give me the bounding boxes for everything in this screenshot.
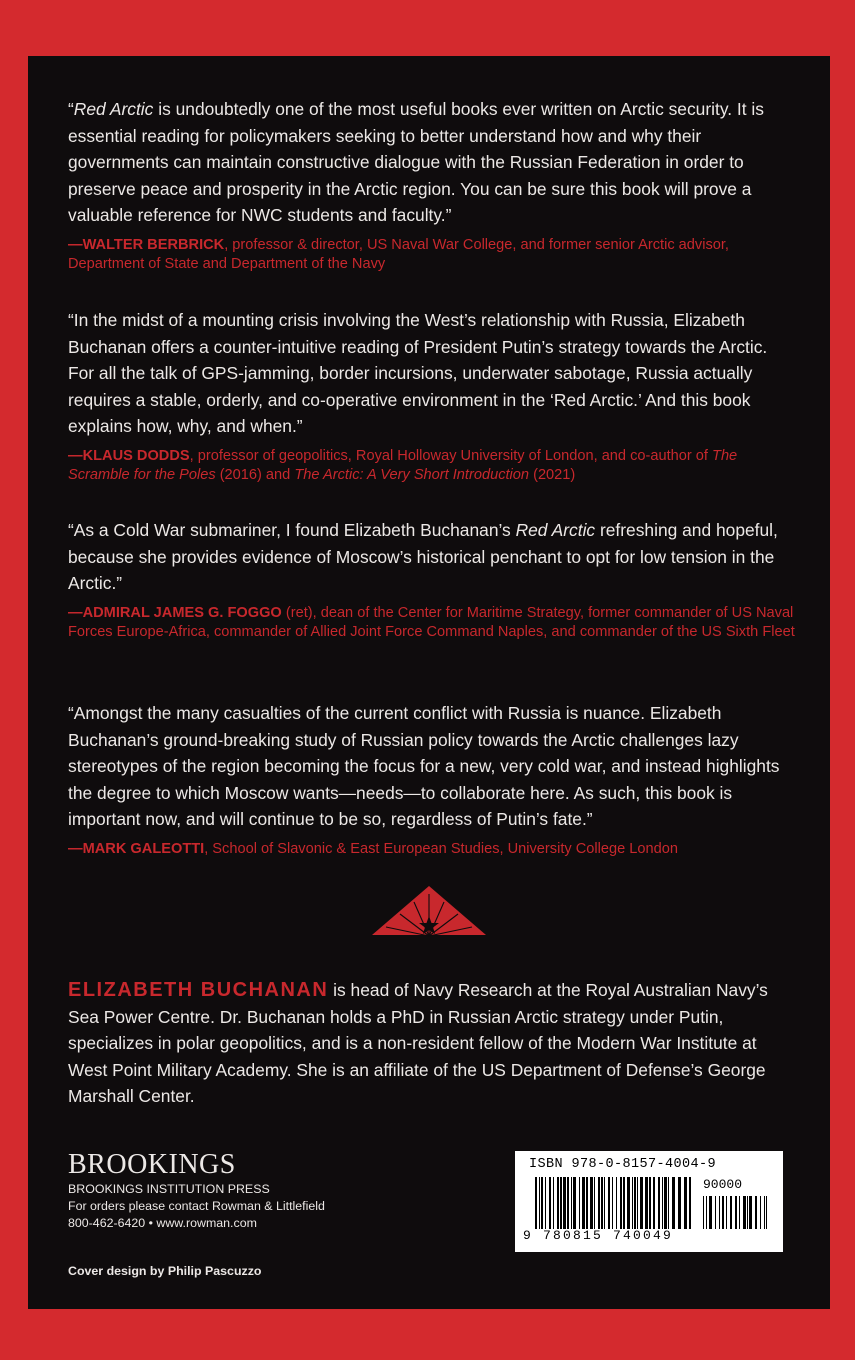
attribution-detail: (ret), dean of the Center for Maritime Strategy, former commander of US Naval Forces Europe-Africa, commander of Allied Joint Force Command Naples, and commander of the US Sixth Fleet: [68, 604, 795, 640]
contact-info: 800-462-6420 • www.rowman.com: [68, 1216, 257, 1230]
quote-attribution: [68, 447, 798, 486]
barcode-digits: 9 780815 740049: [523, 1228, 674, 1243]
press-name: BROOKINGS INSTITUTION PRESS: [68, 1182, 270, 1196]
endorsement-quote-1: [68, 96, 798, 275]
quote-attribution: [68, 604, 798, 643]
author-bio: [68, 977, 798, 1110]
attribution-detail: , professor & director, US Naval War College, and former senior Arctic advisor, Department of State and Department of the Navy: [68, 236, 729, 272]
quote-text: “In the midst of a mounting crisis involving the West’s relationship with Russia, Elizabeth Buchanan offers a counter-intuitive reading of President Putin’s strategy towards the Arctic. For all the talk of GPS-jamming, border incursions, underwater sabotage, Russia actually requires a stable, orderly, and co-operative environment in the ‘Red Arctic.’ And this book explains how, why, and when.”: [68, 310, 768, 436]
quote-attribution: [68, 840, 798, 860]
cover-design-credit: Cover design by Philip Pascuzzo: [68, 1264, 262, 1278]
quote-attribution: [68, 236, 798, 275]
isbn-label: ISBN 978-0-8157-4004-9: [529, 1157, 717, 1172]
price-code: 90000: [703, 1177, 743, 1192]
quote-text: “Red Arctic is undoubtedly one of the most useful books ever written on Arctic security. It is essential reading for policymakers seeking to better understand how and why their governments can maintain constructive dialogue with the Russian Federation in order to preserve peace and prosperity in the Arctic region. You can be sure this book will prove a valuable reference for NWC students and faculty.”: [68, 99, 764, 225]
publisher-block: [68, 1149, 325, 1232]
endorsement-quote-2: [68, 307, 798, 486]
attribution-name: —MARK GALEOTTI: [68, 840, 205, 857]
attribution-name: —KLAUS DODDS: [68, 447, 190, 464]
attribution-name: —ADMIRAL JAMES G. FOGGO: [68, 604, 282, 621]
orders-info: For orders please contact Rowman & Littlefield: [68, 1199, 325, 1213]
arctic-star-emblem-icon: [370, 884, 488, 938]
author-name: ELIZABETH BUCHANAN: [68, 979, 329, 1002]
brookings-logo: BROOKINGS: [68, 1149, 236, 1180]
endorsement-quote-4: [68, 700, 798, 859]
quote-text: “As a Cold War submariner, I found Elizabeth Buchanan’s Red Arctic refreshing and hopeful, because she provides evidence of Moscow’s historical penchant to opt for low tension in the Arctic.”: [68, 520, 778, 593]
endorsement-quote-3: [68, 517, 798, 643]
attribution-detail: , School of Slavonic & East European Studies, University College London: [204, 840, 678, 857]
author-bio-text: is head of Navy Research at the Royal Australian Navy’s Sea Power Centre. Dr. Buchanan holds a PhD in Russian Arctic strategy under Putin, specializes in polar geopolitics, and is a non-resident fellow of the Modern War Institute at West Point Military Academy. She is an affiliate of the US Department of Defense’s George Marshall Center.: [68, 980, 768, 1107]
attribution-name: —WALTER BERBRICK: [68, 236, 225, 253]
quote-text: “Amongst the many casualties of the current conflict with Russia is nuance. Elizabeth Buchanan’s ground-breaking study of Russian policy towards the Arctic challenges lazy stereotypes of the region becoming the focus for a new, very cold war, and instead highlights the degree to which Moscow wants—needs—to collaborate here. As such, this book is important now, and will continue to be so, regardless of Putin’s fate.”: [68, 703, 780, 829]
back-cover-panel: [28, 56, 830, 1309]
attribution-detail: , professor of geopolitics, Royal Holloway University of London, and co-author of The Scramble for the Poles (2016) and The Arctic: A Very Short Introduction (2021): [68, 447, 738, 483]
isbn-barcode: [515, 1151, 783, 1252]
